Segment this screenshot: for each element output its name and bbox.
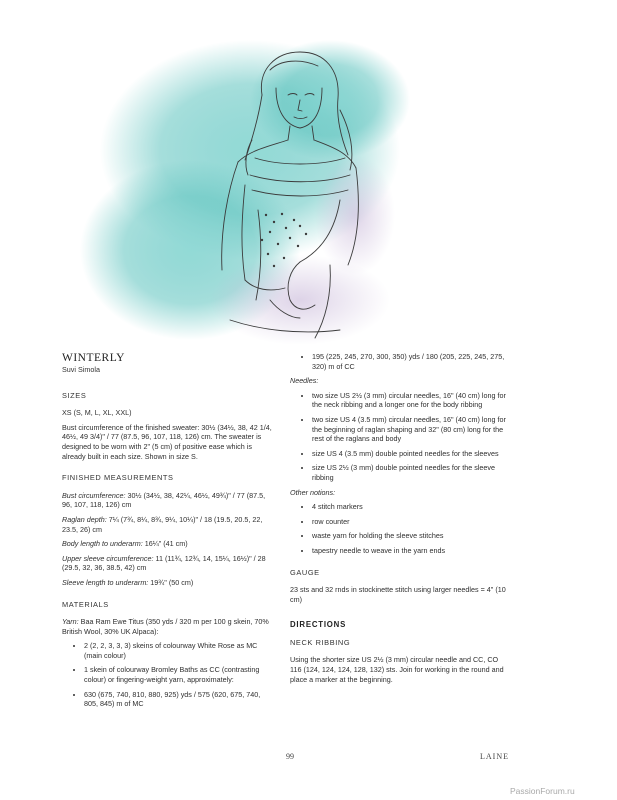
pattern-author: Suvi Simola (62, 365, 100, 374)
measurement-raglan: Raglan depth: 7¼ (7¾, 8¼, 8¾, 9¼, 10¼)" / 18 (19.5, 20.5, 22, 23.5, 26) cm (62, 514, 263, 534)
needles-list (290, 391, 506, 483)
right-column (290, 352, 506, 689)
list-item: • 4 stitch markers (312, 502, 506, 512)
list-item: • size US 2½ (3 mm) double pointed needles for the sleeve ribbing (312, 463, 506, 482)
page-number: 99 (286, 752, 294, 761)
left-column (62, 352, 272, 714)
measurement-body-length: Body length to underarm: 16¼" (41 cm) (62, 539, 188, 549)
sizes-description: Bust circumference of the finished sweater: 30½ (34½, 38, 42 1/4, 46½, 49 3/4)" / 77 (87.5, 96, 107, 118, 126) cm. The sweater is designed to be worn with 2" (5 cm) of positive ease which is already built in each size. Shown in size S. (62, 422, 272, 461)
sizes-list: XS (S, M, L, XL, XXL) (62, 408, 132, 418)
directions-text: Using the shorter size US 2½ (3 mm) circular needle and CC, CO 116 (124, 124, 124, 128, 132) sts. Join for working in the round and place a marker at the beginning. (290, 655, 504, 684)
yarn-description: Yarn: Baa Ram Ewe Titus (350 yds / 320 m per 100 g skein, 70% British Wool, 30% UK Alpaca): (62, 617, 269, 636)
magazine-name: LAINE (480, 752, 509, 761)
pattern-title: WINTERLY (62, 352, 125, 364)
list-item: • tapestry needle to weave in the yarn ends (312, 546, 506, 556)
measurement-bust: Bust circumference: 30½ (34½, 38, 42¼, 46½, 49¾)" / 77 (87.5, 96, 107, 118, 126) cm (62, 490, 266, 510)
list-item: • 2 (2, 2, 3, 3, 3) skeins of colourway White Rose as MC (main colour) (84, 641, 272, 660)
watercolor-wash (80, 40, 410, 345)
list-item: • row counter (312, 517, 506, 527)
notions-list (290, 502, 506, 555)
list-item: • waste yarn for holding the sleeve stitches (312, 531, 506, 541)
gauge-heading: GAUGE (290, 567, 320, 577)
finished-measurements-heading: FINISHED MEASUREMENTS (62, 473, 174, 483)
watermark: PassionForum.ru (510, 786, 575, 796)
yarn-list (62, 641, 272, 709)
directions-heading: DIRECTIONS (290, 620, 347, 630)
list-item: • two size US 4 (3.5 mm) circular needles, 16" (40 cm) long for the beginning of raglan shaping and 32" (80 cm) long for the rest of the raglans and body (312, 415, 506, 444)
list-item: • 195 (225, 245, 270, 300, 350) yds / 180 (205, 225, 245, 275, 320) m of CC (312, 352, 506, 371)
list-item: • size US 4 (3.5 mm) double pointed needles for the sleeves (312, 449, 506, 459)
gauge-text: 23 sts and 32 rnds in stockinette stitch using larger needles = 4" (10 cm) (290, 585, 506, 604)
measurement-sleeve-length: Sleeve length to underarm: 19¾" (50 cm) (62, 577, 194, 587)
materials-heading: MATERIALS (62, 599, 109, 609)
notions-label: Other notions: (290, 487, 336, 497)
woman-sketch-illustration (0, 0, 617, 360)
sizes-heading: SIZES (62, 390, 87, 400)
list-item: • 1 skein of colourway Bromley Baths as CC (contrasting colour) or fingering-weight yarn, approximately: (84, 665, 272, 684)
yarn-list-continued (290, 352, 506, 371)
measurement-upper-sleeve: Upper sleeve circumference: 11 (11¾, 12¾, 14, 15¼, 16½)" / 28 (29.5, 32, 36, 38.5, 42) cm (62, 553, 266, 573)
neck-ribbing-heading: NECK RIBBING (290, 637, 351, 647)
list-item: • two size US 2½ (3 mm) circular needles, 16" (40 cm) long for the neck ribbing and a longer one for the body ribbing (312, 391, 506, 410)
needles-label: Needles: (290, 376, 319, 386)
list-item: • 630 (675, 740, 810, 880, 925) yds / 575 (620, 675, 740, 805, 845) m of MC (84, 690, 272, 709)
